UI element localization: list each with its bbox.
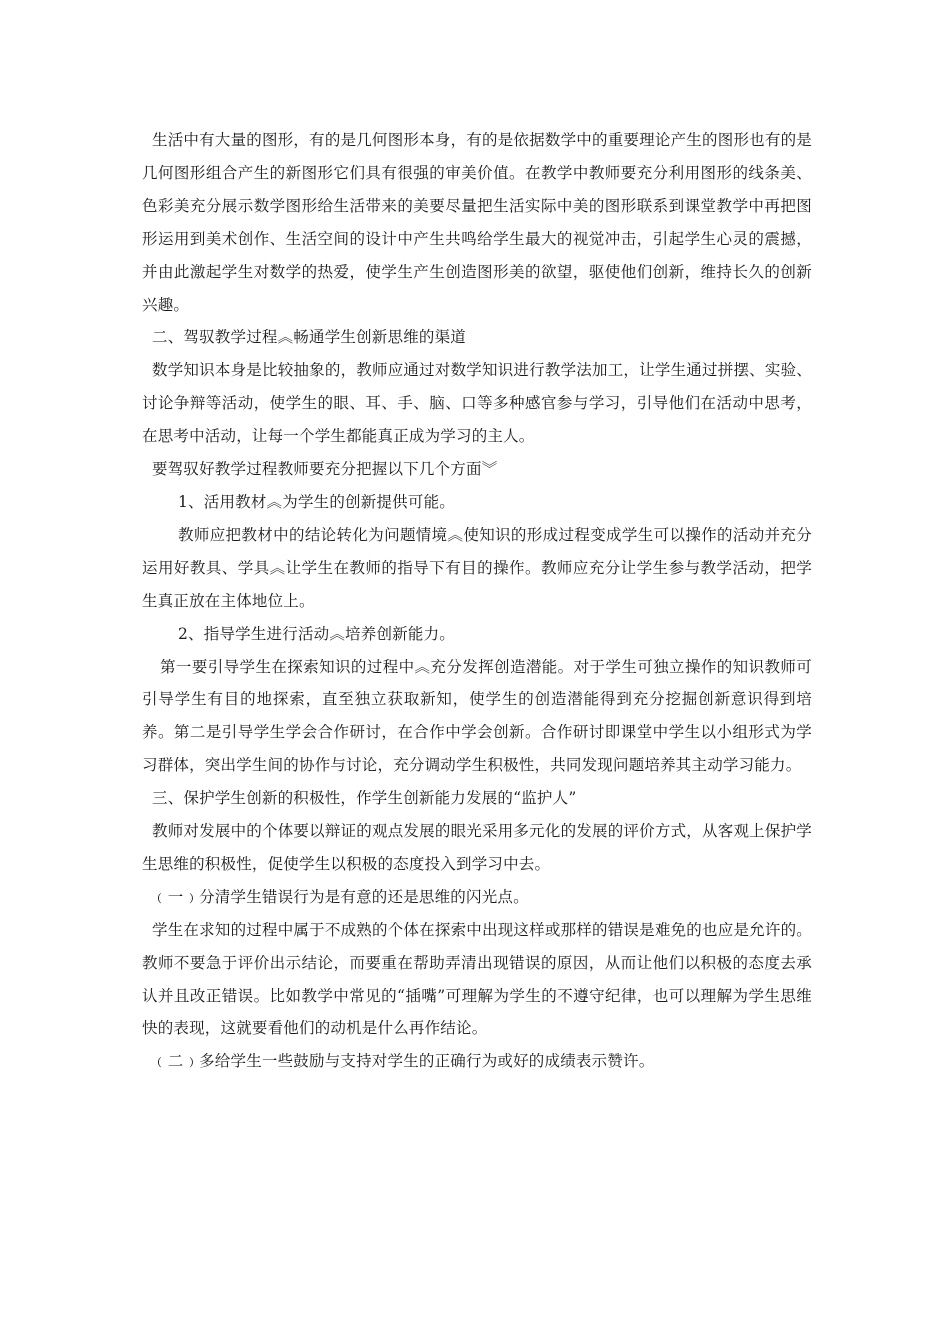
paragraph-textbook: 教师应把教材中的结论转化为问题情境︽使知识的形成过程变成学生可以操作的活动并充分运用好教具、学具︽让学生在教师的指导下有目的操作。教师应充分让学生参与教学活动，把学生真正放在主体地位上。 [142,525,812,610]
section-heading-2: 二、驾驭教学过程︽畅通学生创新思维的渠道 [152,328,467,347]
paragraph-math-knowledge: 数学知识本身是比较抽象的，教师应通过对数学知识进行教学法加工，让学生通过拼摆、实验、讨论争辩等活动，使学生的眼、耳、手、脑、口等多种感官参与学习，引导他们在活动中思考，在思考中活动，让每一个学生都能真正成为学习的主人。 [142,361,812,446]
paragraph-control-process: 要驾驭好教学过程教师要充分把握以下几个方面︾ [152,460,498,479]
paragraph-evaluation: 教师对发展中的个体要以辩证的观点发展的眼光采用多元化的发展的评价方式，从客观上保护学生思维的积极性，促使学生以积极的态度投入到学习中去。 [142,822,812,873]
document-body [142,124,812,1078]
subheading-2: 2、指导学生进行活动︽培养创新能力。 [178,624,455,643]
paragraph-guide-activity: 第一要引导学生在探索知识的过程中︽充分发挥创造潜能。对于学生可独立操作的知识教师可引导学生有目的地探索，直至独立获取新知，使学生的创造潜能得到充分挖掘创新意识得到培养。第二是引导学生学会合作研讨，在合作中学会创新。合作研讨即课堂中学生以小组形式为学习群体，突出学生间的协作与讨论，充分调动学生积极性，共同发现问题培养其主动学习能力。 [142,657,812,775]
subheading-paren-2: ﹙二﹚多给学生一些鼓励与支持对学生的正确行为或好的成绩表示赞许。 [152,1052,655,1071]
paragraph-graphics-aesthetics: 生活中有大量的图形，有的是几何图形本身，有的是依据数学中的重要理论产生的图形也有的是几何图形组合产生的新图形它们具有很强的审美价值。在教学中教师要充分利用图形的线条美、色彩美充分展示数学图形给生活带来的美要尽量把生活实际中美的图形联系到课堂教学中再把图形运用到美术创作、生活空间的设计中产生共鸣给学生最大的视觉冲击，引起学生心灵的震撼，并由此激起学生对数学的热爱，使学生产生创造图形美的欲望，驱使他们创新，维持长久的创新兴趣。 [142,131,812,314]
paragraph-errors: 学生在求知的过程中属于不成熟的个体在探索中出现这样或那样的错误是难免的也应是允许的。教师不要急于评价出示结论，而要重在帮助弄清出现错误的原因，从而让他们以积极的态度去承认并且改正错误。比如教学中常见的“插嘴”可理解为学生的不遵守纪律，也可以理解为学生思维快的表现，这就要看他们的动机是什么再作结论。 [142,920,812,1038]
section-heading-3: 三、保护学生创新的积极性，作学生创新能力发展的“监护人” [152,789,577,808]
subheading-1: 1、活用教材︽为学生的创新提供可能。 [178,492,455,511]
subheading-paren-1: ﹙一﹚分清学生错误行为是有意的还是思维的闪光点。 [152,887,529,906]
